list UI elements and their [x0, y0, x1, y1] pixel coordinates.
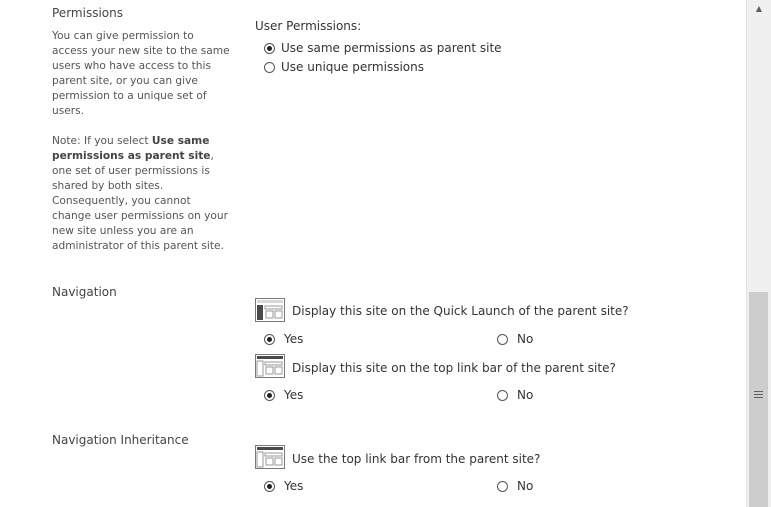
vertical-scrollbar[interactable]	[746, 0, 771, 507]
scroll-up-arrow-icon[interactable]: ▲	[755, 4, 763, 13]
note-prefix: Note: If you select	[52, 135, 152, 147]
permissions-section-title: Permissions	[52, 6, 123, 20]
permissions-description-text: You can give permission to access your new site to the same users who have access to this parent site, or you can give permission to a unique set of users.	[52, 30, 230, 117]
navigation-inheritance-section-title: Navigation Inheritance	[52, 433, 189, 447]
quick-launch-no-label[interactable]: No	[517, 332, 534, 346]
inherit-top-link-bar-question: Use the top link bar from the parent site?	[292, 452, 541, 466]
navigation-section-title: Navigation	[52, 285, 117, 299]
note-bold: Use same permissions as parent site	[52, 135, 211, 162]
permissions-note	[52, 134, 230, 254]
same-permissions-radio[interactable]	[264, 43, 275, 54]
user-permissions-label: User Permissions:	[255, 19, 362, 33]
note-suffix: , one set of user permissions is shared by both sites. Consequently, you cannot change user permissions on your new site unless you are an administrator of this parent site.	[52, 150, 228, 252]
inherit-top-link-bar-icon	[255, 445, 285, 469]
unique-permissions-radio[interactable]	[264, 62, 275, 73]
inherit-no-label[interactable]: No	[517, 479, 534, 493]
top-link-bar-icon	[255, 354, 285, 378]
quick-launch-no-radio[interactable]	[497, 334, 508, 345]
scrollbar-grip-icon	[754, 391, 763, 398]
quick-launch-icon	[255, 298, 285, 322]
top-link-bar-question: Display this site on the top link bar of the parent site?	[292, 361, 616, 375]
top-link-bar-yes-label[interactable]: Yes	[284, 388, 304, 402]
permissions-description	[52, 29, 230, 254]
top-link-bar-no-label[interactable]: No	[517, 388, 534, 402]
quick-launch-yes-radio[interactable]	[264, 334, 275, 345]
unique-permissions-label[interactable]: Use unique permissions	[281, 60, 424, 74]
inherit-no-radio[interactable]	[497, 481, 508, 492]
top-link-bar-yes-radio[interactable]	[264, 390, 275, 401]
same-permissions-label[interactable]: Use same permissions as parent site	[281, 41, 502, 55]
top-link-bar-no-radio[interactable]	[497, 390, 508, 401]
quick-launch-yes-label[interactable]: Yes	[284, 332, 304, 346]
inherit-yes-label[interactable]: Yes	[284, 479, 304, 493]
quick-launch-question: Display this site on the Quick Launch of the parent site?	[292, 304, 629, 318]
inherit-yes-radio[interactable]	[264, 481, 275, 492]
scrollbar-thumb[interactable]	[749, 292, 768, 507]
